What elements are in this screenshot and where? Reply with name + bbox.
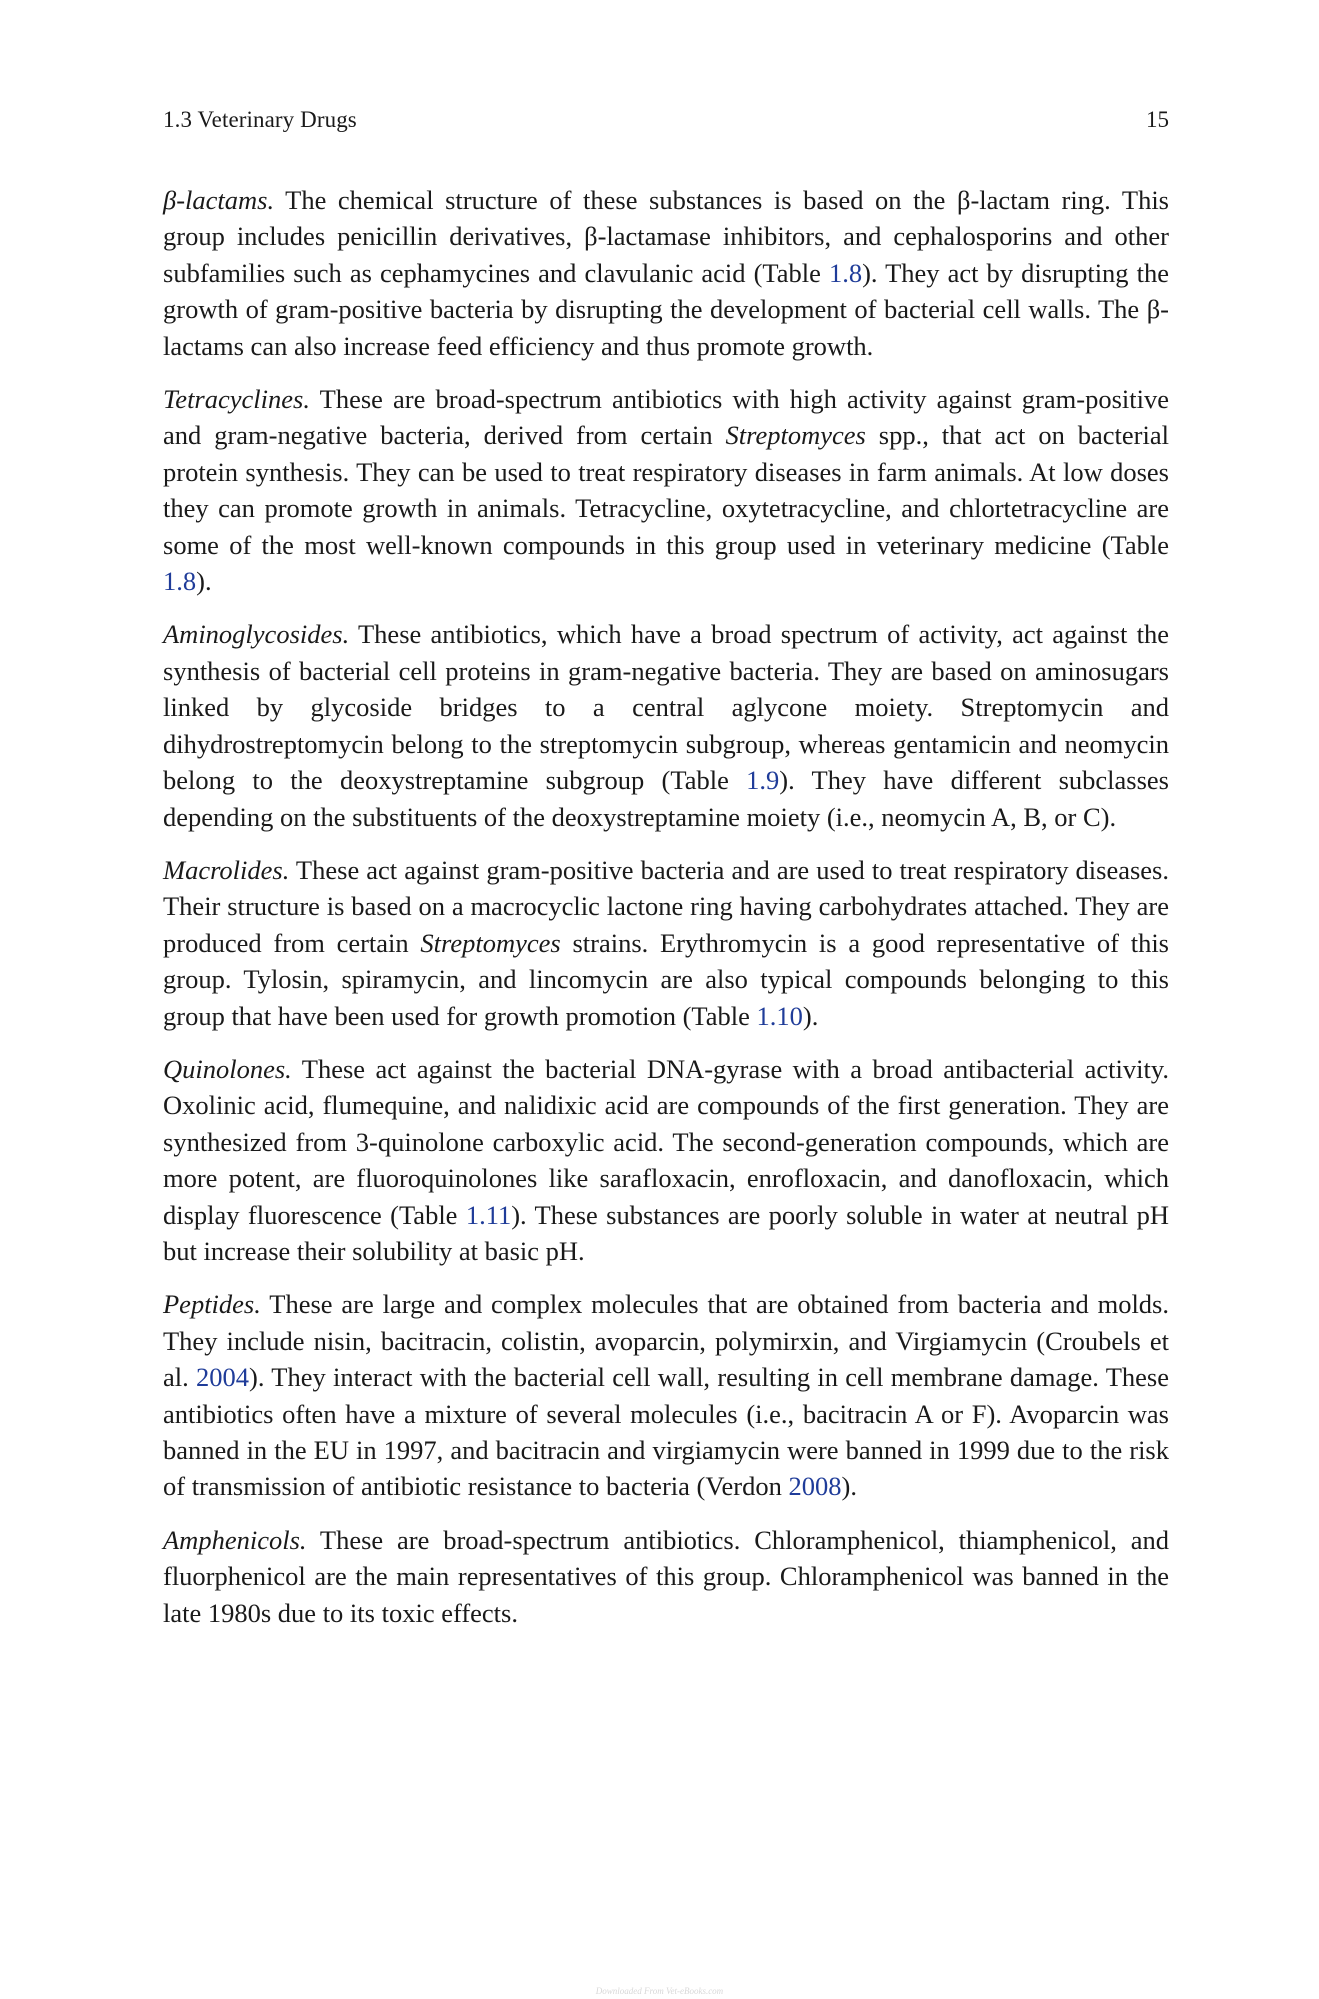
paragraph	[163, 1286, 1169, 1504]
running-header	[163, 104, 1169, 136]
paragraph-term: β-lactams.	[163, 185, 275, 215]
cross-reference-link[interactable]: 2008	[788, 1471, 842, 1502]
cross-reference-link[interactable]: 1.11	[465, 1199, 512, 1230]
paragraph-term: Aminoglycosides.	[163, 619, 350, 650]
paragraph-text: These are large and complex molecules that are obtained from bacteria and molds. They include nisin, bacitracin, colistin, avoparcin, polymirxin, and Virgiamycin (Croubels et al.	[163, 1289, 1169, 1393]
paragraph	[163, 616, 1169, 834]
paragraph-text: ). They act by disrupting the growth of gram-positive bacteria by disrupting the development of bacterial cell walls. The β-lactams can also increase feed efficiency and thus promote growth.	[163, 257, 1169, 361]
paragraph-text: ). They interact with the bacterial cell wall, resulting in cell membrane damage. These antibiotics often have a mixture of several molecules (i.e., bacitracin A or F). Avoparcin was banned in the EU in 1997, and bacitracin and virgiamycin were banned in 1999 due to the risk of transmission of antibiotic resistance to bacteria (Verdon	[163, 1362, 1169, 1502]
paragraph-text: spp., that act on bacterial protein synthesis. They can be used to treat respiratory diseases in farm animals. At low doses they can promote growth in animals. Tetracycline, oxytetracycline, and chlortetracycline are some of the most well-known compounds in this group used in veterinary medicine (Table	[163, 420, 1169, 560]
paragraph-text: ). They have different subclasses depending on the substituents of the deoxystreptamine moiety (i.e., neomycin A, B, or C).	[163, 765, 1169, 832]
italic-text: Streptomyces	[420, 927, 561, 958]
paragraph	[163, 1522, 1169, 1631]
cross-reference-link[interactable]: 1.10	[756, 1000, 803, 1031]
paragraph-text: These are broad-spectrum antibiotics. Chloramphenicol, thiamphenicol, and fluorphenicol are the main representatives of this group. Chloramphenicol was banned in the late 1980s due to its toxic effects.	[163, 1524, 1169, 1628]
paragraph-term: Tetracyclines.	[163, 384, 310, 415]
cross-reference-link[interactable]: 2004	[196, 1362, 250, 1393]
paragraph	[163, 1051, 1169, 1269]
paragraph-text: These antibiotics, which have a broad spectrum of activity, act against the synthesis of bacterial cell proteins in gram-negative bacteria. They are based on aminosugars linked by glycoside bridges to a central aglycone moiety. Streptomycin and dihydrostreptomycin belong to the streptomycin subgroup, whereas gentamicin and neomycin belong to the deoxystreptamine subgroup (Table	[163, 619, 1169, 796]
cross-reference-link[interactable]: 1.8	[163, 566, 197, 597]
paragraph-term: Amphenicols.	[163, 1524, 307, 1555]
paragraph-term: Peptides.	[163, 1289, 261, 1320]
cross-reference-link[interactable]: 1.8	[828, 257, 863, 288]
paragraph-text: ).	[841, 1471, 857, 1502]
paragraph-text: These are broad-spectrum antibiotics with high activity against gram-positive and gram-negative bacteria, derived from certain	[163, 384, 1169, 451]
page-number: 15	[1146, 107, 1169, 132]
paragraph	[163, 852, 1169, 1034]
paragraph	[163, 182, 1169, 364]
paragraph-text: ).	[196, 566, 212, 597]
body-text	[163, 182, 1169, 1631]
paragraph-text: These act against gram-positive bacteria and are used to treat respiratory diseases. Their structure is based on a macrocyclic lactone ring having carbohydrates attached. They are produced from certain	[163, 854, 1169, 958]
paragraph-text: strains. Erythromycin is a good representative of this group. Tylosin, spiramycin, and lincomycin are also typical compounds belonging to this group that have been used for growth promotion (Table	[163, 927, 1169, 1031]
italic-text: Streptomyces	[725, 420, 866, 451]
paragraph-term: Macrolides.	[163, 854, 290, 885]
paragraph	[163, 381, 1169, 599]
paragraph-text: These act against the bacterial DNA-gyrase with a broad antibacterial activity. Oxolinic acid, flumequine, and nalidixic acid are compounds of the first generation. They are synthesized from 3-quinolone carboxylic acid. The second-generation compounds, which are more potent, are fluoroquinolones like sarafloxacin, enrofloxacin, and danofloxacin, which display fluorescence (Table	[163, 1053, 1169, 1230]
section-title: 1.3 Veterinary Drugs	[163, 107, 357, 132]
paragraph-term: Quinolones.	[163, 1053, 292, 1084]
paragraph-text: ).	[802, 1000, 819, 1031]
cross-reference-link[interactable]: 1.9	[746, 765, 780, 796]
paragraph-text: ). These substances are poorly soluble in water at neutral pH but increase their solubility at basic pH.	[163, 1199, 1170, 1266]
watermark: Downloaded From Vet-eBooks.com	[595, 1986, 724, 1996]
paragraph-text: The chemical structure of these substances is based on the β-lactam ring. This group includes penicillin derivatives, β-lactamase inhibitors, and cephalosporins and other subfamilies such as cephamycines and clavulanic acid (Table	[163, 185, 1169, 288]
